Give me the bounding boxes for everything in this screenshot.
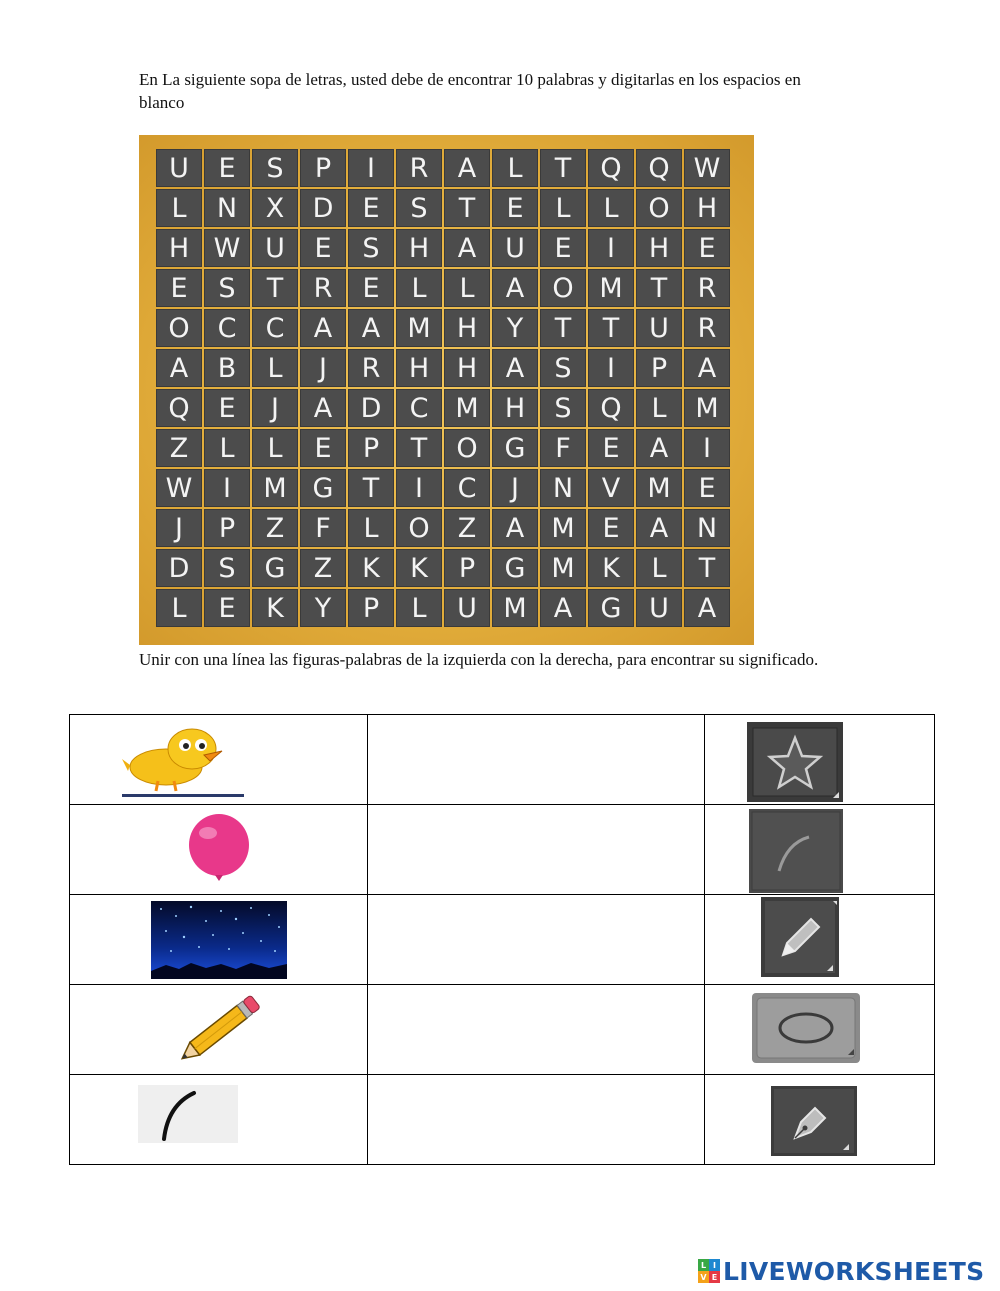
logo-badge-letter: L [698,1259,709,1271]
letter-cell: O [156,309,202,347]
letter-cell: A [684,349,730,387]
letter-cell: B [204,349,250,387]
word-search-instructions: En La siguiente sopa de letras, usted debe de encontrar 10 palabras y digitarlas en los espacios en blanco [139,70,801,112]
letter-cell: F [540,429,586,467]
letter-cell: M [540,549,586,587]
letter-cell: L [636,549,682,587]
letter-cell: A [348,309,394,347]
chick-picture [122,725,244,797]
letter-cell: T [348,469,394,507]
logo-badge-letter: E [709,1271,720,1283]
right-icon-cell [705,1075,935,1165]
letter-cell: T [540,149,586,187]
letter-cell: R [684,269,730,307]
letter-cell: G [252,549,298,587]
letter-cell: G [492,549,538,587]
letter-cell: W [156,469,202,507]
letter-cell: R [684,309,730,347]
letter-cell: P [348,589,394,627]
letter-cell: A [636,429,682,467]
letter-cell: C [252,309,298,347]
letter-cell: A [540,589,586,627]
letter-cell: N [540,469,586,507]
table-row [70,1075,935,1165]
letter-cell: Q [636,149,682,187]
letter-cell: L [204,429,250,467]
ellipse-tool-icon [752,993,860,1063]
letter-cell: E [684,469,730,507]
letter-cell: D [300,189,346,227]
letter-cell: A [492,269,538,307]
letter-cell: G [588,589,634,627]
pencil-tool-icon [761,897,839,977]
letter-cell: C [204,309,250,347]
letter-cell: L [540,189,586,227]
letter-cell: P [444,549,490,587]
letter-cell: A [300,389,346,427]
table-row [70,805,935,895]
letter-cell: Q [588,149,634,187]
right-icon-cell [705,895,935,985]
letter-cell: I [588,349,634,387]
starry-sky-picture [151,901,287,979]
letter-cell: J [492,469,538,507]
letter-cell: O [396,509,442,547]
letter-cell: S [252,149,298,187]
letter-cell: K [252,589,298,627]
letter-cell: W [684,149,730,187]
letter-cell: N [204,189,250,227]
letter-cell: L [252,349,298,387]
letter-cell: K [588,549,634,587]
letter-cell: E [204,589,250,627]
letter-cell: Z [252,509,298,547]
letter-cell: S [396,189,442,227]
blank-cell [368,715,705,805]
star-tool-icon [747,722,843,802]
letter-cell: J [252,389,298,427]
letter-cell: L [156,189,202,227]
left-picture-cell [70,985,368,1075]
letter-cell: E [492,189,538,227]
letter-cell: L [588,189,634,227]
blank-cell [368,985,705,1075]
letter-cell: X [252,189,298,227]
letter-cell: T [444,189,490,227]
letter-cell: P [204,509,250,547]
letter-cell: P [348,429,394,467]
letter-cell: A [444,149,490,187]
table-row [70,985,935,1075]
letter-cell: A [636,509,682,547]
letter-cell: L [252,429,298,467]
letter-cell: I [396,469,442,507]
pen-tool-icon [771,1086,857,1156]
letter-cell: L [492,149,538,187]
letter-cell: I [204,469,250,507]
letter-cell: I [588,229,634,267]
blank-cell [368,895,705,985]
letter-cell: T [396,429,442,467]
letter-cell: P [300,149,346,187]
letter-cell: E [540,229,586,267]
letter-cell: T [636,269,682,307]
letter-cell: K [348,549,394,587]
letter-cell: R [396,149,442,187]
letter-cell: W [204,229,250,267]
letter-cell: I [348,149,394,187]
letter-cell: M [492,589,538,627]
letter-cell: A [300,309,346,347]
letter-cell: M [684,389,730,427]
logo-badge-letter: I [709,1259,720,1271]
letter-cell: E [348,189,394,227]
letter-cell: M [540,509,586,547]
balloon-picture [184,813,254,889]
word-search-grid [156,149,730,627]
right-icon-cell [705,805,935,895]
letter-cell: S [348,229,394,267]
letter-cell: P [636,349,682,387]
letter-cell: U [252,229,298,267]
pencil-picture [170,993,270,1065]
letter-cell: H [492,389,538,427]
letter-cell: Q [588,389,634,427]
left-picture-cell [70,895,368,985]
arc-picture [138,1085,238,1143]
letter-cell: L [444,269,490,307]
letter-cell: A [492,509,538,547]
letter-cell: M [444,389,490,427]
letter-cell: G [300,469,346,507]
letter-cell: U [636,589,682,627]
letter-cell: L [396,269,442,307]
letter-cell: E [156,269,202,307]
letter-cell: S [204,269,250,307]
left-picture-cell [70,715,368,805]
letter-cell: Q [156,389,202,427]
letter-cell: Z [156,429,202,467]
letter-cell: H [636,229,682,267]
letter-cell: H [396,349,442,387]
letter-cell: Z [300,549,346,587]
letter-cell: M [588,269,634,307]
letter-cell: V [588,469,634,507]
letter-cell: E [348,269,394,307]
letter-cell: L [396,589,442,627]
table-row [70,895,935,985]
letter-cell: A [492,349,538,387]
letter-cell: E [588,429,634,467]
letter-cell: H [396,229,442,267]
letter-cell: Y [492,309,538,347]
letter-cell: M [396,309,442,347]
letter-cell: E [204,389,250,427]
letter-cell: A [156,349,202,387]
word-search-board [139,135,754,645]
letter-cell: S [204,549,250,587]
arc-tool-icon [749,809,843,893]
letter-cell: H [444,309,490,347]
matching-instructions: Unir con una línea las figuras-palabras de la izquierda con la derecha, para encontrar su significado. [139,650,819,669]
letter-cell: T [252,269,298,307]
letter-cell: E [300,429,346,467]
table-row [70,715,935,805]
letter-cell: L [348,509,394,547]
letter-cell: L [636,389,682,427]
letter-cell: A [684,589,730,627]
letter-cell: T [684,549,730,587]
letter-cell: E [300,229,346,267]
left-picture-cell [70,1075,368,1165]
letter-cell: S [540,389,586,427]
letter-cell: H [684,189,730,227]
letter-cell: T [588,309,634,347]
letter-cell: U [444,589,490,627]
letter-cell: A [444,229,490,267]
letter-cell: C [444,469,490,507]
letter-cell: T [540,309,586,347]
letter-cell: I [684,429,730,467]
letter-cell: N [684,509,730,547]
letter-cell: G [492,429,538,467]
letter-cell: U [492,229,538,267]
right-icon-cell [705,715,935,805]
letter-cell: E [204,149,250,187]
right-icon-cell [705,985,935,1075]
letter-cell: J [156,509,202,547]
letter-cell: E [684,229,730,267]
letter-cell: O [540,269,586,307]
letter-cell: D [156,549,202,587]
logo-text: LIVEWORKSHEETS [723,1256,985,1286]
letter-cell: O [636,189,682,227]
left-picture-cell [70,805,368,895]
letter-cell: E [588,509,634,547]
logo-badge-icon [698,1259,720,1283]
letter-cell: M [636,469,682,507]
letter-cell: U [156,149,202,187]
letter-cell: R [300,269,346,307]
letter-cell: H [156,229,202,267]
letter-cell: Z [444,509,490,547]
matching-table [69,714,935,1165]
letter-cell: M [252,469,298,507]
letter-cell: K [396,549,442,587]
letter-cell: H [444,349,490,387]
letter-cell: O [444,429,490,467]
letter-cell: R [348,349,394,387]
blank-cell [368,805,705,895]
letter-cell: C [396,389,442,427]
liveworksheets-logo [698,1255,984,1287]
logo-badge-letter: V [698,1271,709,1283]
blank-cell [368,1075,705,1165]
letter-cell: L [156,589,202,627]
letter-cell: U [636,309,682,347]
letter-cell: S [540,349,586,387]
letter-cell: D [348,389,394,427]
letter-cell: J [300,349,346,387]
letter-cell: F [300,509,346,547]
letter-cell: Y [300,589,346,627]
